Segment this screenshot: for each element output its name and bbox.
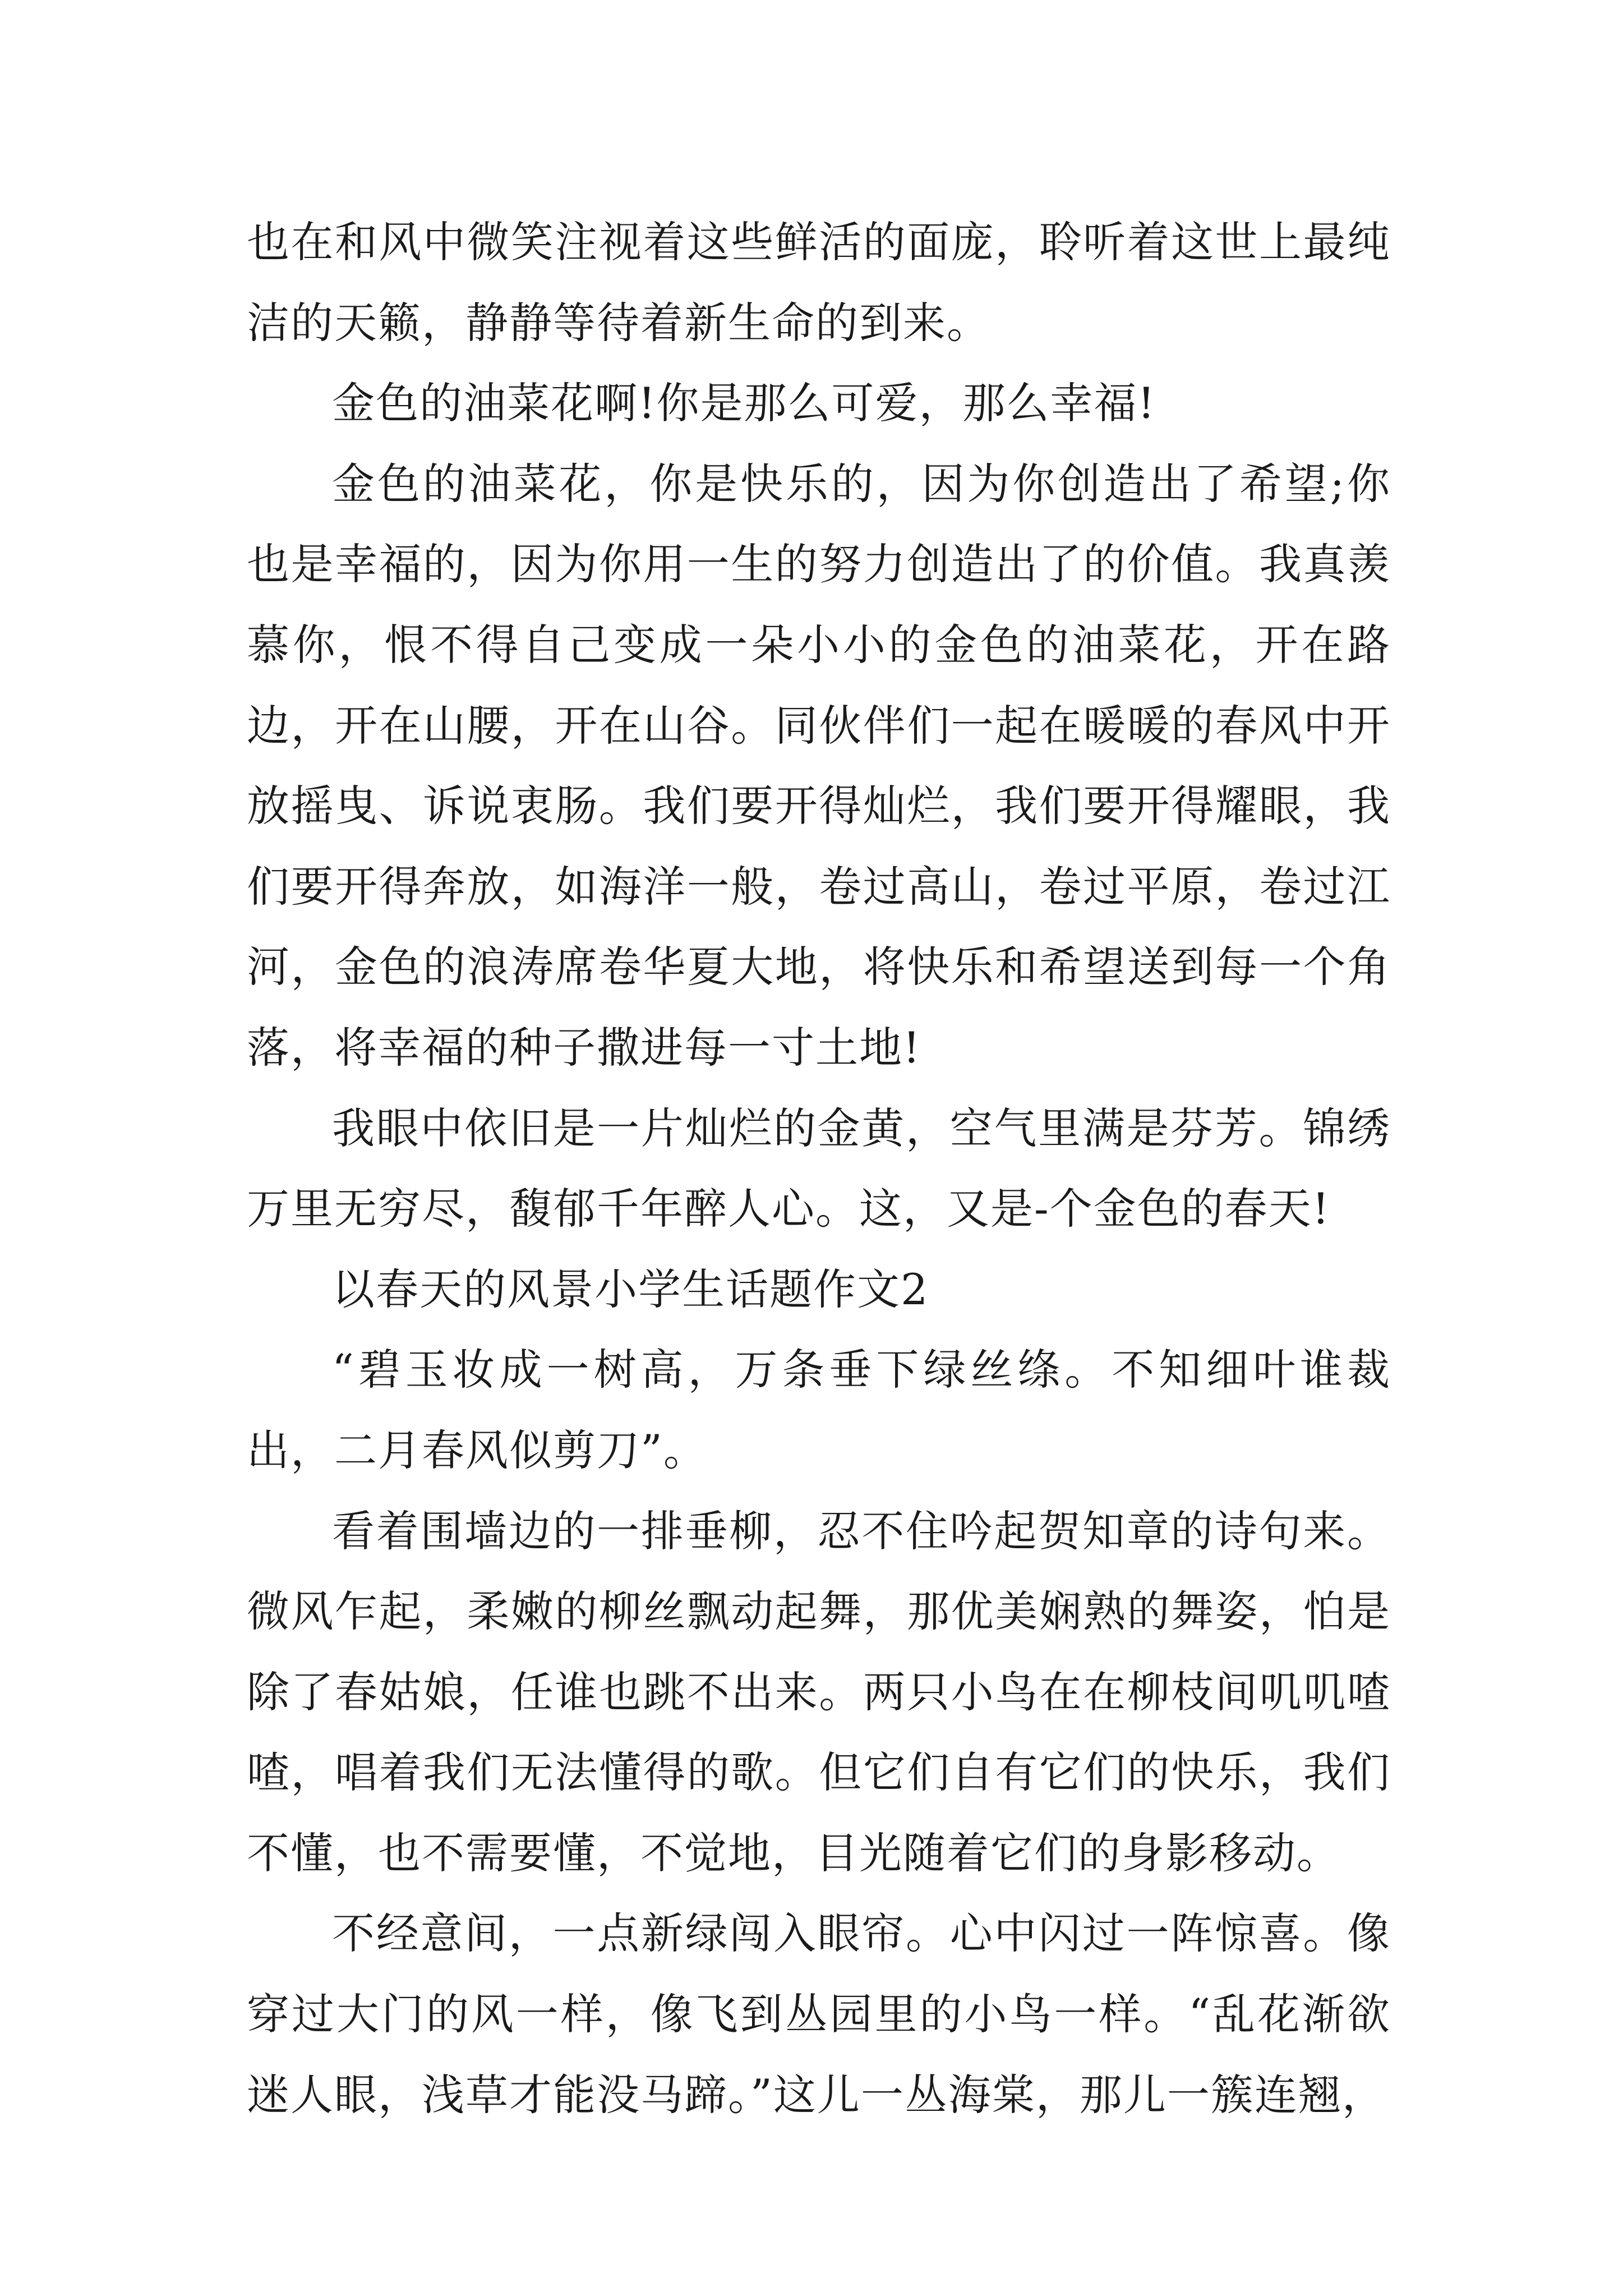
paragraph: 看着围墙边的一排垂柳，忍不住吟起贺知章的诗句来。微风乍起，柔嫩的柳丝飘动起舞，那优美娴熟的舞姿，怕是除了春姑娘，任谁也跳不出来。两只小鸟在在柳枝间叽叽喳喳，唱着我们无法懂得的歌。但它们自有它们的快乐，我们不懂，也不需要懂，不觉地，目光随着它们的身影移动。	[247, 1506, 1391, 1878]
section-heading: 以春天的风景小学生话题作文2	[332, 1264, 929, 1314]
paragraph: 不经意间，一点新绿闯入眼帘。心中闪过一阵惊喜。像穿过大门的风一样，像飞到丛园里的小鸟一样。“乱花渐欲迷人眼，浅草才能没马蹄。”这儿一丛海棠，那儿一簇连翘，	[247, 1908, 1391, 2120]
paragraph: 金色的油菜花，你是快乐的，因为你创造出了希望;你也是幸福的，因为你用一生的努力创造出了的价值。我真羡慕你，恨不得自己变成一朵小小的金色的油菜花，开在路边，开在山腰，开在山谷。同伙伴们一起在暖暖的春风中开放摇曳、诉说衷肠。我们要开得灿烂，我们要开得耀眼，我们要开得奔放，如海洋一般，卷过高山，卷过平原，卷过江河，金色的浪涛席卷华夏大地，将快乐和希望送到每一个角落，将幸福的种子撒进每一寸土地!	[247, 458, 1391, 1073]
document-body	[247, 202, 1391, 2135]
paragraph: 也在和风中微笑注视着这些鲜活的面庞，聆听着这世上最纯洁的天籁，静静等待着新生命的到来。	[247, 217, 1391, 348]
paragraph: 我眼中依旧是一片灿烂的金黄，空气里满是芬芳。锦绣万里无穷尽，馥郁千年醉人心。这，又是-个金色的春天!	[247, 1103, 1391, 1234]
paragraph: 金色的油菜花啊!你是那么可爱，那么幸福!	[332, 378, 1156, 429]
poem-quote: “碧玉妆成一树高，万条垂下绿丝绦。不知细叶谁裁出，二月春风似剪刀”。	[247, 1345, 1391, 1475]
